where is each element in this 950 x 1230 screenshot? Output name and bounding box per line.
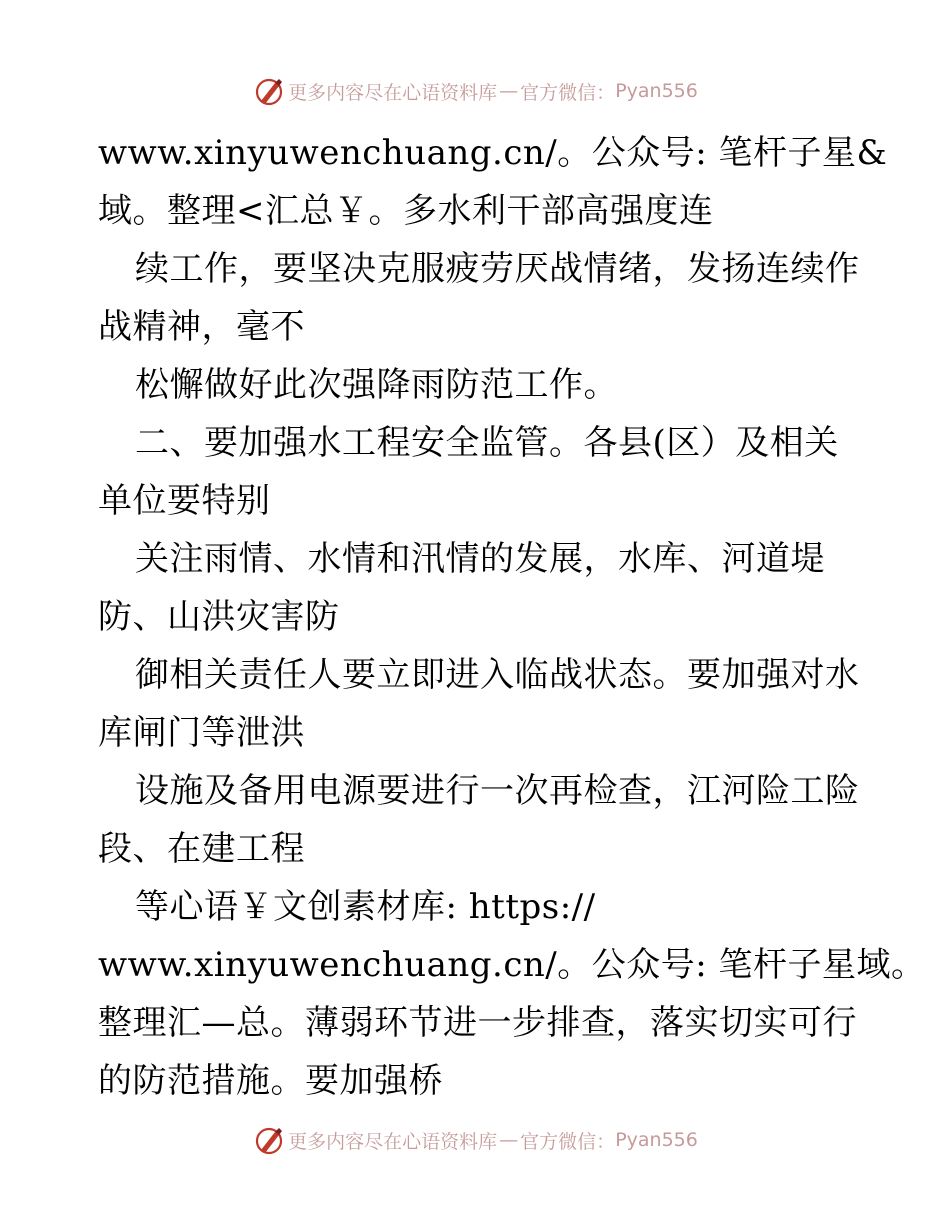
watermark-main-text: 更多内容尽在心语资料库 [288,1130,498,1153]
watermark-main-text: 更多内容尽在心语资料库 [288,81,498,104]
text-line: 单位要特别 [98,481,271,521]
watermark-separator: — [499,80,519,102]
text-line: 库闸门等泄洪 [98,713,305,753]
text-line: 设施及备用电源要进行一次再检查，江河险工险 [135,771,860,811]
watermark-footer [0,1120,950,1160]
watermark-separator: — [499,1129,519,1151]
watermark-official-text: 官方微信： [520,1130,616,1153]
watermark-header [0,71,950,111]
text-line: 松懈做好此次强降雨防范工作。 [135,365,618,405]
text-line: 等心语￥文创素材库: https:// [135,887,596,927]
text-line: 二、要加强水工程安全监管。各县(区）及相关 [135,423,839,463]
text-line: 段、在建工程 [98,829,305,869]
text-line: www.xinyuwenchuang.cn/。公众号: 笔杆子星& [98,133,888,173]
text-line: 的防范措施。要加强桥 [98,1061,443,1101]
text-line: 防、山洪灾害防 [98,597,340,637]
watermark-wechat-id: Pyan556 [615,80,698,102]
pen-logo-icon [252,1123,286,1157]
watermark-wechat-id: Pyan556 [615,1129,698,1151]
text-line: 战精神，毫不 [98,307,305,347]
text-line: 整理汇—总。薄弱环节进一步排查，落实切实可行 [98,1003,857,1043]
text-line: 关注雨情、水情和汛情的发展，水库、河道堤 [135,539,825,579]
watermark-official-text: 官方微信： [520,81,616,104]
text-line: www.xinyuwenchuang.cn/。公众号: 笔杆子星域。 [98,945,926,985]
text-line: 域。整理<汇总￥。多水利干部高强度连 [98,191,714,231]
document-body [98,124,926,1110]
text-line: 续工作，要坚决克服疲劳厌战情绪，发扬连续作 [135,249,860,289]
text-line: 御相关责任人要立即进入临战状态。要加强对水 [135,655,860,695]
pen-logo-icon [252,74,286,108]
